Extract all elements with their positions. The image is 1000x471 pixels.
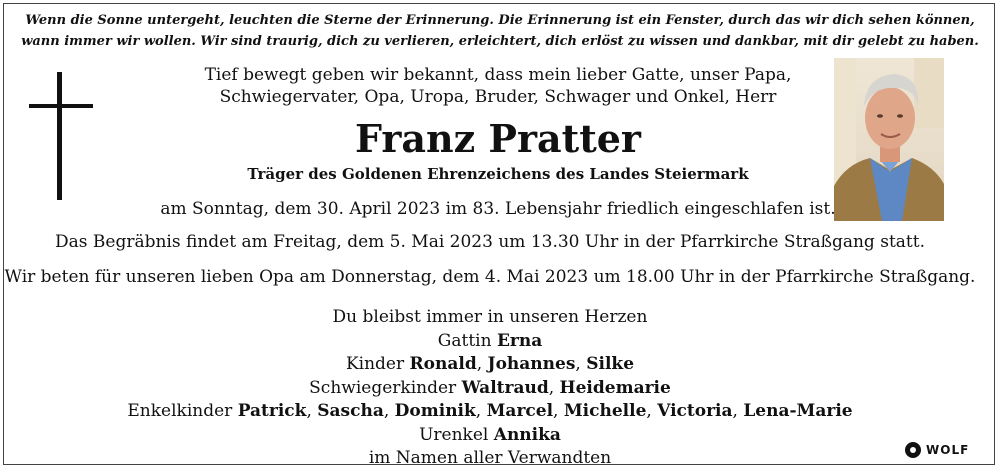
intro-line-2: Schwiegervater, Opa, Uropa, Bruder, Schwager und Onkel, Herr — [219, 87, 777, 107]
intro-line-1: Tief bewegt geben wir bekannt, dass mein lieber Gatte, unser Papa, — [204, 65, 792, 85]
wolf-logo — [905, 441, 969, 459]
grandchild-name: Patrick — [237, 401, 307, 421]
child-name: Johannes — [487, 354, 576, 374]
memorial-quote — [0, 10, 1000, 52]
heart-line: Du bleibst immer in unseren Herzen — [332, 307, 648, 327]
grandchild-name: Michelle — [563, 401, 647, 421]
grandchild-name: Lena-Marie — [743, 401, 853, 421]
family-list — [0, 306, 980, 471]
latin-cross-icon — [29, 72, 93, 200]
prayer-info: Wir beten für unseren lieben Opa am Donnerstag, dem 4. Mai 2023 um 18.00 Uhr in der Pfarrkirche Straßgang. — [4, 267, 976, 287]
funeral-info: Das Begräbnis findet am Freitag, dem 5. Mai 2023 um 13.30 Uhr in der Pfarrkirche Straßgang statt. — [55, 232, 925, 252]
child-name: Ronald — [409, 354, 477, 374]
grandchild-name: Marcel — [486, 401, 554, 421]
children-label: Kinder — [345, 354, 405, 374]
child-name: Silke — [586, 354, 635, 374]
inlaws-label: Schwiegerkinder — [309, 377, 457, 398]
grandchildren-line: Enkelkinder Patrick, Sascha, Dominik, Marcel, Michelle, Victoria, Lena-Marie — [127, 401, 853, 421]
logo-text: WOLF — [926, 443, 970, 457]
wolf-logo-mark-icon — [905, 442, 921, 458]
quote-line-2: wann immer wir wollen. Wir sind traurig, dich zu verlieren, erleichtert, dich erlöst zu wissen und dankbar, mit dir gelebt zu haben. — [21, 34, 979, 49]
announcement-intro — [110, 64, 886, 108]
grandchildren-label: Enkelkinder — [127, 401, 233, 421]
honor-title: Träger des Goldenen Ehrenzeichens des Landes Steiermark — [247, 165, 749, 183]
greatgrandchild-line — [0, 424, 980, 448]
deceased-name: Franz Pratter — [355, 116, 641, 161]
death-date-line: am Sonntag, dem 30. April 2023 im 83. Lebensjahr friedlich eingeschlafen ist. — [160, 199, 836, 219]
inlaw-name: Heidemarie — [559, 377, 671, 398]
grandchild-name: Sascha — [317, 401, 384, 421]
wife-name: Erna — [496, 330, 543, 351]
grandchild-name: Dominik — [394, 401, 476, 421]
wife-label: Gattin — [437, 330, 492, 351]
quote-line-1: Wenn die Sonne untergeht, leuchten die Sterne der Erinnerung. Die Erinnerung ist ein Fenster, durch das wir dich sehen können, — [25, 13, 975, 28]
inlaw-name: Waltraud — [461, 377, 549, 398]
inlaws-line: Schwiegerkinder Waltraud, Heidemarie — [309, 377, 671, 398]
children-line: Kinder Ronald, Johannes, Silke — [345, 354, 635, 374]
greatgrandchild-label: Urenkel — [419, 424, 489, 445]
wife-line — [0, 330, 980, 354]
closing-line: im Namen aller Verwandten — [368, 448, 612, 468]
greatgrandchild-name: Annika — [493, 424, 561, 445]
grandchild-name: Victoria — [657, 401, 733, 421]
